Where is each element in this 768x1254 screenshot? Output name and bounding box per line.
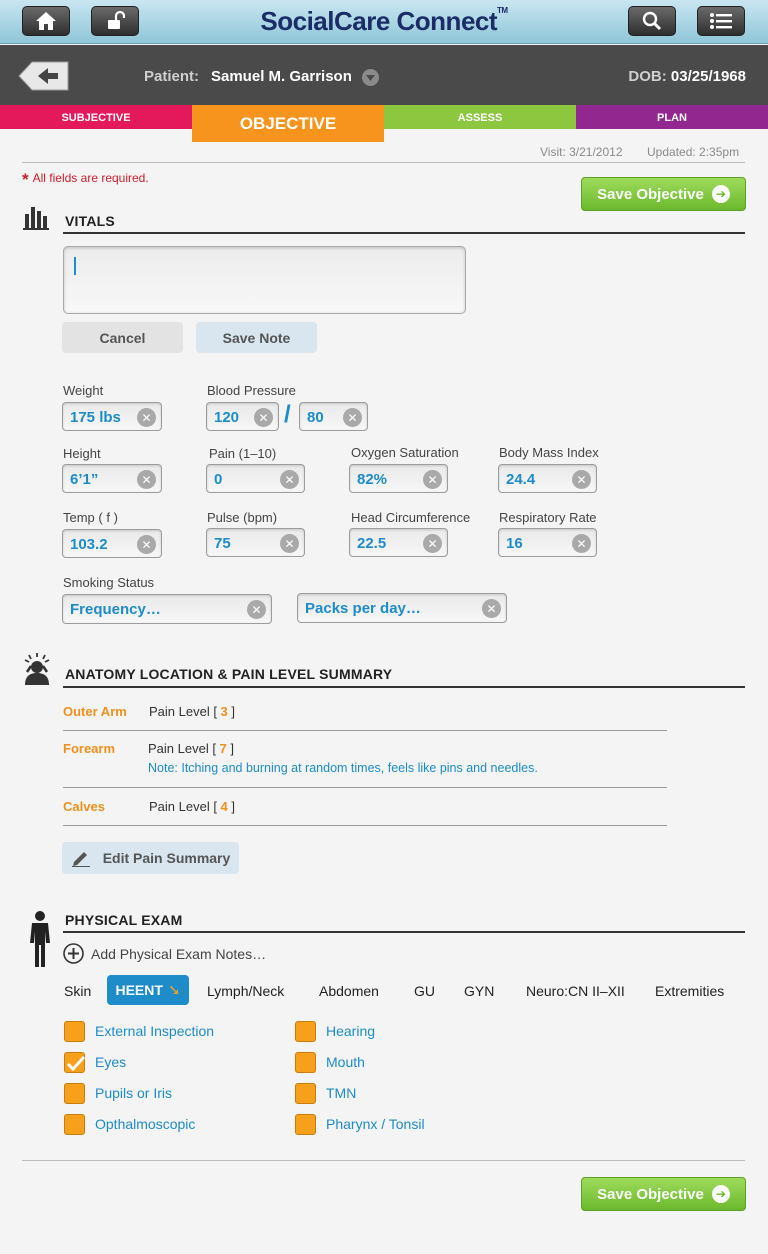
physical-exam-title: PHYSICAL EXAM: [65, 912, 183, 928]
head-circumference-label: Head Circumference: [351, 510, 471, 525]
checkbox-eyes[interactable]: [64, 1052, 85, 1073]
patient-dob: DOB: 03/25/1968: [628, 68, 746, 85]
vitals-title: VITALS: [65, 213, 115, 229]
checkmark-icon: [65, 1053, 86, 1074]
checkbox-pharynx-tonsil[interactable]: [295, 1114, 316, 1135]
checkbox-mouth[interactable]: [295, 1052, 316, 1073]
blood-pressure-label: Blood Pressure: [207, 383, 296, 398]
bmi-input[interactable]: 24.4 ✕: [498, 464, 597, 493]
divider: [22, 162, 745, 163]
anatomy-location: Calves: [63, 799, 105, 814]
exam-tab-skin[interactable]: Skin: [64, 983, 92, 999]
temp-input[interactable]: 103.2 ✕: [62, 529, 162, 558]
pain-note: Note: Itching and burning at random times, feels like pins and needles.: [148, 761, 538, 775]
oxygen-saturation-input[interactable]: 82% ✕: [349, 464, 448, 493]
pain-input[interactable]: 0 ✕: [206, 464, 305, 493]
person-icon: [29, 911, 51, 968]
clear-icon[interactable]: ✕: [572, 534, 591, 553]
checkbox-pupils-iris[interactable]: [64, 1083, 85, 1104]
diastolic-input[interactable]: 80 ✕: [299, 402, 368, 431]
bp-separator: /: [284, 401, 291, 428]
clear-icon[interactable]: ✕: [247, 600, 266, 619]
checkbox-label: Pharynx / Tonsil: [326, 1116, 425, 1132]
anatomy-underline: [63, 686, 745, 688]
back-button[interactable]: [18, 61, 70, 91]
divider: [22, 1160, 745, 1161]
anatomy-title: ANATOMY LOCATION & PAIN LEVEL SUMMARY: [65, 666, 393, 682]
checkbox-label: Hearing: [326, 1023, 376, 1039]
bmi-label: Body Mass Index: [499, 445, 599, 460]
chevron-down-icon: [366, 75, 375, 81]
checkbox-label: Opthalmoscopic: [95, 1116, 196, 1132]
tab-plan[interactable]: PLAN: [576, 105, 768, 129]
save-objective-button-bottom[interactable]: Save Objective ➔: [581, 1177, 746, 1211]
clear-icon[interactable]: ✕: [137, 470, 156, 489]
edit-pain-summary-button[interactable]: Edit Pain Summary: [62, 842, 239, 874]
clear-icon[interactable]: ✕: [572, 470, 591, 489]
checkbox-hearing[interactable]: [295, 1021, 316, 1042]
tab-subjective[interactable]: SUBJECTIVE: [0, 105, 192, 129]
height-input[interactable]: 6’1” ✕: [62, 464, 162, 493]
head-circumference-input[interactable]: 22.5 ✕: [349, 528, 448, 557]
search-button[interactable]: [628, 6, 676, 36]
tab-assess[interactable]: ASSESS: [384, 105, 576, 129]
clear-icon[interactable]: ✕: [254, 408, 273, 427]
respiratory-rate-input[interactable]: 16 ✕: [498, 528, 597, 557]
updated-time: Updated: 2:35pm: [647, 145, 740, 159]
pain-level: Pain Level [ 4 ]: [149, 799, 236, 814]
plus-circle-icon: [63, 943, 84, 964]
exam-tab-abdomen[interactable]: Abdomen: [319, 983, 379, 999]
pain-level: Pain Level [ 3 ]: [149, 704, 236, 719]
text-caret: [74, 257, 76, 275]
weight-label: Weight: [63, 383, 104, 398]
patient-dropdown[interactable]: [362, 69, 379, 86]
list-menu-icon: [709, 12, 733, 30]
checkbox-label: External Inspection: [95, 1023, 215, 1039]
save-note-button[interactable]: Save Note: [196, 322, 317, 353]
arrow-right-icon: ➔: [712, 1185, 730, 1203]
pencil-icon: [71, 849, 91, 867]
clear-icon[interactable]: ✕: [137, 535, 156, 554]
exam-tab-gu[interactable]: GU: [414, 983, 435, 999]
save-objective-button-top[interactable]: Save Objective ➔: [581, 177, 746, 211]
app-logo: SocialCare Connect™: [260, 6, 508, 36]
vitals-note-textarea[interactable]: [63, 246, 466, 314]
arrow-down-right-icon: ➘: [167, 982, 181, 999]
pulse-label: Pulse (bpm): [207, 510, 278, 525]
exam-tab-extremities[interactable]: Extremities: [655, 983, 725, 999]
exam-tab-gyn[interactable]: GYN: [464, 983, 495, 999]
pain-level: Pain Level [ 7 ]: [148, 741, 235, 756]
checkbox-tmn[interactable]: [295, 1083, 316, 1104]
search-icon: [642, 11, 662, 31]
clear-icon[interactable]: ✕: [137, 408, 156, 427]
anatomy-location: Outer Arm: [63, 704, 127, 719]
temp-label: Temp ( f ): [63, 510, 118, 525]
weight-input[interactable]: 175 lbs ✕: [62, 402, 162, 431]
checkbox-opthalmoscopic[interactable]: [64, 1114, 85, 1135]
clear-icon[interactable]: ✕: [423, 470, 442, 489]
required-notice: * All fields are required.: [22, 170, 149, 189]
checkbox-label: Mouth: [326, 1054, 365, 1070]
exam-tab-lymph-neck[interactable]: Lymph/Neck: [207, 983, 285, 999]
pain-label: Pain (1–10): [209, 446, 277, 461]
anatomy-location: Forearm: [63, 741, 116, 756]
exam-tab-neuro[interactable]: Neuro:CN II–XII: [526, 983, 625, 999]
divider: [63, 787, 667, 788]
respiratory-rate-label: Respiratory Rate: [499, 510, 597, 525]
arrow-right-icon: ➔: [712, 185, 730, 203]
vitals-underline: [63, 232, 745, 234]
smoking-frequency-select[interactable]: Frequency… ✕: [62, 594, 272, 624]
physical-exam-underline: [63, 931, 745, 933]
patient-name[interactable]: Samuel M. Garrison: [211, 68, 352, 85]
visit-date: Visit: 3/21/2012: [540, 145, 623, 159]
clear-icon[interactable]: ✕: [343, 408, 362, 427]
checkbox-label: Pupils or Iris: [95, 1085, 173, 1101]
cancel-note-button[interactable]: Cancel: [62, 322, 183, 353]
checkbox-label: TMN: [326, 1085, 357, 1101]
oxygen-saturation-label: Oxygen Saturation: [351, 445, 459, 460]
clear-icon[interactable]: ✕: [482, 599, 501, 618]
clear-icon[interactable]: ✕: [423, 534, 442, 553]
bar-chart-icon: [23, 204, 49, 230]
divider: [63, 730, 667, 731]
systolic-input[interactable]: 120 ✕: [206, 402, 279, 431]
divider: [63, 825, 667, 826]
packs-per-day-select[interactable]: Packs per day… ✕: [297, 593, 507, 623]
checkbox-label: Eyes: [95, 1054, 127, 1070]
add-exam-notes-link[interactable]: Add Physical Exam Notes…: [63, 943, 266, 964]
clear-icon[interactable]: ✕: [280, 534, 299, 553]
back-arrow-icon: [18, 61, 70, 91]
patient-label: Patient:: [144, 68, 200, 85]
pain-head-icon: [21, 652, 53, 686]
pulse-input[interactable]: 75 ✕: [206, 528, 305, 557]
height-label: Height: [63, 446, 101, 461]
clear-icon[interactable]: ✕: [280, 470, 299, 489]
smoking-status-label: Smoking Status: [63, 575, 155, 590]
exam-tab-heent[interactable]: HEENT ➘: [107, 975, 189, 1005]
tab-objective[interactable]: OBJECTIVE: [192, 105, 384, 142]
checkbox-external-inspection[interactable]: [64, 1021, 85, 1042]
menu-button[interactable]: [697, 6, 745, 36]
